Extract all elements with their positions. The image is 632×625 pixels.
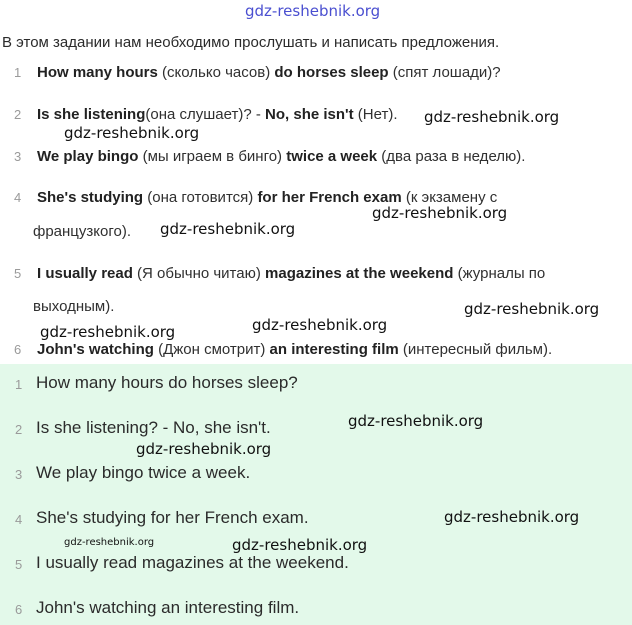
english-phrase: We play bingo: [37, 148, 139, 165]
russian-gloss: (Я обычно читаю): [132, 265, 266, 282]
item-number: 6: [15, 602, 23, 617]
translation-continuation: выходным).: [33, 298, 115, 315]
translation-line: [37, 64, 501, 82]
site-watermark: gdz-reshebnik.org: [64, 124, 200, 142]
translation-line: [37, 106, 398, 124]
translation-line: [37, 265, 545, 283]
item-number: 2: [15, 422, 23, 437]
item-number: 1: [15, 377, 23, 392]
translation-line: [37, 148, 525, 166]
russian-gloss: (журналы по: [453, 265, 546, 282]
site-watermark-header: gdz-reshebnik.org: [245, 2, 381, 20]
russian-gloss: (мы играем в бинго): [138, 148, 287, 165]
site-watermark: gdz-reshebnik.org: [424, 108, 560, 126]
russian-gloss: (интересный фильм).: [398, 341, 553, 358]
site-watermark: gdz-reshebnik.org: [160, 220, 296, 238]
answers-panel: [0, 364, 632, 625]
site-watermark: gdz-reshebnik.org: [40, 323, 176, 341]
answer-sentence: Is she listening? - No, she isn't.: [36, 418, 271, 437]
item-number: 5: [14, 266, 22, 281]
answer-sentence: She's studying for her French exam.: [36, 508, 309, 527]
site-watermark: gdz-reshebnik.org: [464, 300, 600, 318]
site-watermark: gdz-reshebnik.org: [252, 316, 388, 334]
english-phrase: magazines at the weekend: [265, 265, 454, 282]
site-watermark: gdz-reshebnik.org: [64, 537, 155, 548]
answer-sentence: I usually read magazines at the weekend.: [36, 553, 349, 572]
russian-gloss: (Джон смотрит): [153, 341, 270, 358]
site-watermark: gdz-reshebnik.org: [232, 536, 368, 554]
english-phrase: I usually read: [37, 265, 133, 282]
task-intro: В этом задании нам необходимо прослушать и написать предложения.: [2, 34, 500, 51]
item-number: 1: [14, 65, 22, 80]
site-watermark: gdz-reshebnik.org: [372, 204, 508, 222]
answer-sentence: We play bingo twice a week.: [36, 463, 251, 482]
item-number: 6: [14, 342, 22, 357]
english-phrase: for her French exam: [257, 189, 402, 206]
russian-gloss: (два раза в неделю).: [377, 148, 526, 165]
item-number: 3: [14, 149, 22, 164]
russian-gloss: (спят лошади)?: [388, 64, 501, 81]
russian-gloss: (она готовится): [143, 189, 258, 206]
item-number: 4: [14, 190, 22, 205]
site-watermark: gdz-reshebnik.org: [444, 508, 580, 526]
translation-continuation: французкого).: [33, 223, 131, 240]
russian-gloss: (она слушает)? -: [145, 106, 266, 123]
translation-line: [37, 341, 552, 359]
english-phrase: an interesting film: [269, 341, 399, 358]
english-phrase: John's watching: [37, 341, 154, 358]
english-phrase: No, she isn't: [265, 106, 354, 123]
item-number: 4: [15, 512, 23, 527]
item-number: 5: [15, 557, 23, 572]
english-phrase: do horses sleep: [274, 64, 389, 81]
english-phrase: twice a week: [286, 148, 378, 165]
site-watermark: gdz-reshebnik.org: [348, 412, 484, 430]
english-phrase: How many hours: [37, 64, 158, 81]
item-number: 2: [14, 107, 22, 122]
russian-gloss: (сколько часов): [157, 64, 275, 81]
russian-gloss: (Нет).: [353, 106, 398, 123]
answer-sentence: How many hours do horses sleep?: [36, 373, 298, 392]
site-watermark: gdz-reshebnik.org: [136, 440, 272, 458]
russian-gloss: (к экзамену с: [401, 189, 498, 206]
answer-sentence: John's watching an interesting film.: [36, 598, 300, 617]
english-phrase: She's studying: [37, 189, 144, 206]
item-number: 3: [15, 467, 23, 482]
english-phrase: Is she listening: [37, 106, 146, 123]
